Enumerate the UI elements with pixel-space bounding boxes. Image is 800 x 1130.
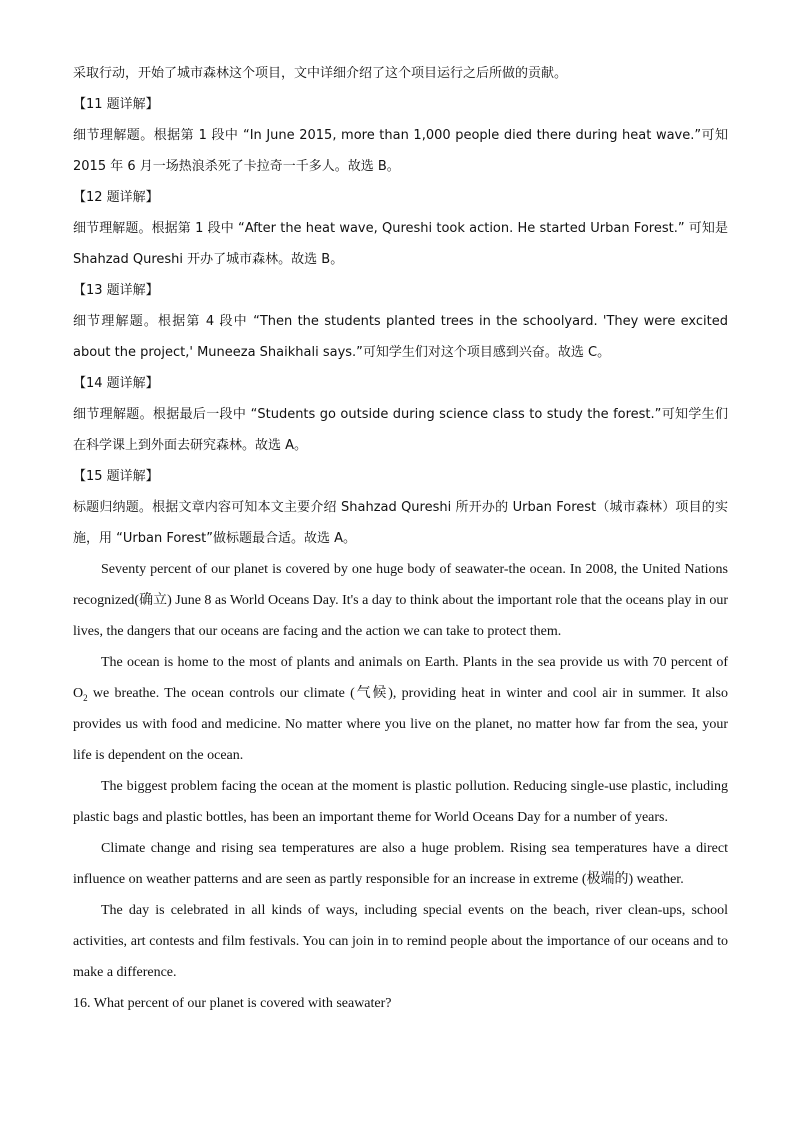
document-page [73,58,728,1019]
passage-paragraph-1: Seventy percent of our planet is covered by one huge body of seawater-the ocean. In 2008, the United Nations recognized(确立) June 8 as World Oceans Day. It's a day to think about the important role that the oceans play in our lives, the dangers that our oceans are facing and the action we can take to protect them. [73,562,728,639]
explanation-heading-12: 【12 题详解】 [73,190,159,205]
passage-paragraph-2 [73,647,728,771]
passage-p2-subscript: 2 [83,692,88,703]
passage-p2-before: The ocean is home to the most of plants and animals on Earth. Plants in the sea provide us with 70 percent of O [73,655,728,701]
explanation-intro: 采取行动，开始了城市森林这个项目，文中详细介绍了这个项目运行之后所做的贡献。 [73,66,568,81]
passage-p2-after: we breathe. The ocean controls our climate (气候), providing heat in winter and cool air in summer. It also provides us with food and medicine. No matter where you live on the planet, no matter how far from the sea, your life is dependent on the ocean. [73,686,728,763]
explanation-heading-15: 【15 题详解】 [73,469,159,484]
question-16: 16. What percent of our planet is covered with seawater? [73,996,392,1011]
explanation-text-15: 标题归纳题。根据文章内容可知本文主要介绍 Shahzad Qureshi 所开办的 Urban Forest（城市森林）项目的实施，用 “Urban Forest”做标题最合适。故选 A。 [73,500,728,546]
explanation-heading-14: 【14 题详解】 [73,376,159,391]
passage-paragraph-4: Climate change and rising sea temperatures are also a huge problem. Rising sea temperatures have a direct influence on weather patterns and are seen as partly responsible for an increase in extreme (极端的) weather. [73,841,728,887]
explanation-text-14: 细节理解题。根据最后一段中 “Students go outside during science class to study the forest.”可知学生们在科学课上到外面去研究森林。故选 A。 [73,407,728,453]
explanation-heading-11: 【11 题详解】 [73,97,159,112]
explanation-heading-13: 【13 题详解】 [73,283,159,298]
explanation-text-11: 细节理解题。根据第 1 段中 “In June 2015, more than 1,000 people died there during heat wave.”可知 2015 年 6 月一场热浪杀死了卡拉奇一千多人。故选 B。 [73,128,728,174]
passage-paragraph-3: The biggest problem facing the ocean at the moment is plastic pollution. Reducing single-use plastic, including plastic bags and plastic bottles, has been an important theme for World Oceans Day for a number of years. [73,779,728,825]
explanation-text-13: 细节理解题。根据第 4 段中 “Then the students planted trees in the schoolyard. 'They were excited about the project,' Muneeza Shaikhali says.”可知学生们对这个项目感到兴奋。故选 C。 [73,314,728,360]
passage-paragraph-5: The day is celebrated in all kinds of ways, including special events on the beach, river clean-ups, school activities, art contests and film festivals. You can join in to remind people about the importance of our oceans and to make a difference. [73,903,728,980]
explanation-text-12: 细节理解题。根据第 1 段中 “After the heat wave, Qureshi took action. He started Urban Forest.” 可知是 Shahzad Qureshi 开办了城市森林。故选 B。 [73,221,728,267]
